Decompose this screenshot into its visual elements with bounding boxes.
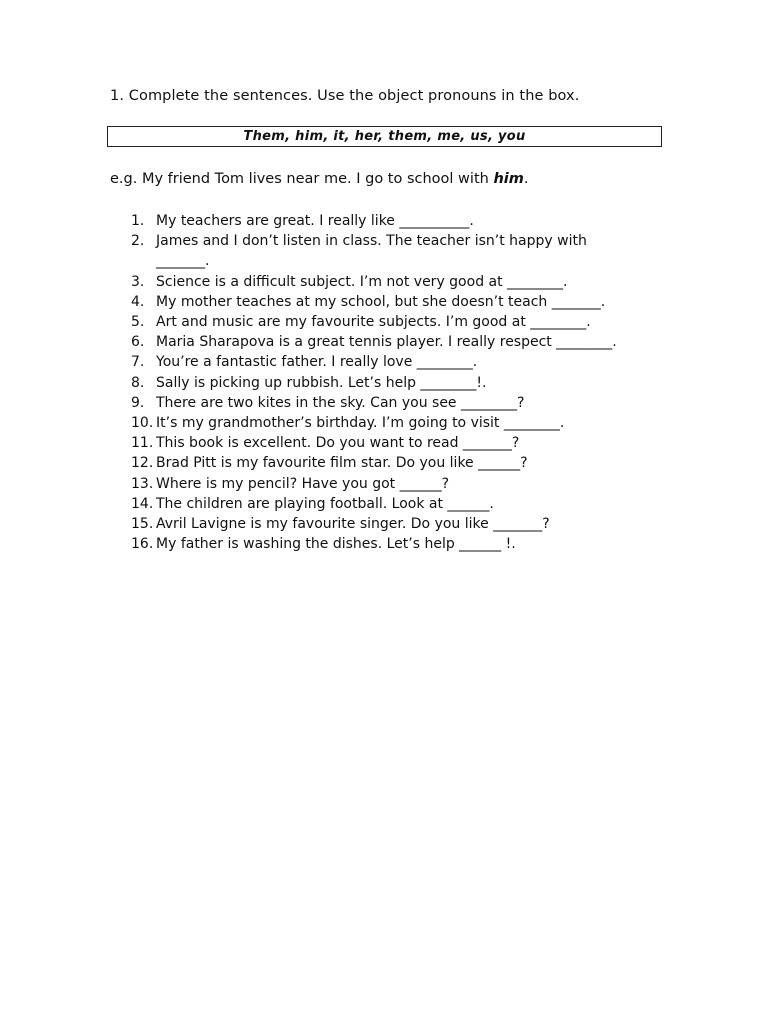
item-number: 8. [131, 374, 145, 391]
item-sentence: Sally is picking up rubbish. Let’s help ________!. [156, 374, 487, 391]
item-number: 12. [131, 455, 154, 472]
item-number: 4. [131, 293, 145, 310]
item-sentence: You’re a fantastic father. I really love ________. [156, 354, 478, 371]
item-sentence: James and I don’t listen in class. The teacher isn’t happy with _______. [156, 233, 587, 270]
item-number: 2. [131, 233, 145, 250]
exercise-item [131, 393, 691, 413]
item-sentence: It’s my grandmother’s birthday. I’m going to visit ________. [156, 415, 565, 432]
item-sentence: My teachers are great. I really like __________. [156, 213, 474, 229]
item-number: 9. [131, 394, 145, 411]
example-sentence [110, 171, 528, 187]
example-answer: him [493, 171, 524, 187]
exercise-item [131, 474, 691, 494]
item-number: 5. [131, 314, 145, 331]
exercise-item [131, 373, 691, 393]
item-sentence: Maria Sharapova is a great tennis player. I really respect ________. [156, 334, 617, 351]
item-number: 11. [131, 435, 154, 452]
item-number: 16. [131, 536, 154, 553]
example-prefix: e.g. My friend Tom lives near me. I go to school with [110, 171, 494, 187]
item-sentence: My mother teaches at my school, but she doesn’t teach _______. [156, 293, 606, 310]
exercise-item [131, 433, 691, 453]
exercise-item [131, 453, 691, 473]
item-number: 1. [131, 213, 145, 229]
exercise-item [131, 534, 691, 554]
exercise-item [131, 272, 691, 292]
item-number: 10. [131, 415, 154, 432]
exercise-item [131, 352, 691, 372]
item-number: 14. [131, 495, 154, 512]
item-sentence: Brad Pitt is my favourite film star. Do you like ______? [156, 455, 528, 472]
exercise-item [131, 231, 691, 271]
exercise-list [131, 211, 691, 554]
exercise-item [131, 332, 691, 352]
item-sentence: This book is excellent. Do you want to read _______? [156, 435, 520, 452]
item-number: 6. [131, 334, 145, 351]
item-sentence: The children are playing football. Look at ______. [156, 495, 494, 512]
example-suffix: . [523, 171, 529, 187]
item-number: 15. [131, 516, 154, 533]
exercise-item [131, 514, 691, 534]
instruction-text: 1. Complete the sentences. Use the object pronouns in the box. [110, 88, 580, 104]
item-sentence: My father is washing the dishes. Let’s help ______ !. [156, 536, 516, 553]
pronoun-word-box [107, 126, 662, 147]
item-sentence: Where is my pencil? Have you got ______? [156, 475, 450, 492]
exercise-item [131, 292, 691, 312]
item-sentence: There are two kites in the sky. Can you see ________? [156, 394, 525, 411]
exercise-item [131, 211, 691, 231]
item-sentence: Science is a difficult subject. I’m not very good at ________. [156, 273, 568, 290]
item-number: 13. [131, 475, 154, 492]
item-number: 3. [131, 273, 145, 290]
item-number: 7. [131, 354, 145, 371]
item-sentence: Art and music are my favourite subjects. I’m good at ________. [156, 314, 591, 331]
exercise-item [131, 413, 691, 433]
exercise-item [131, 312, 691, 332]
exercise-item [131, 494, 691, 514]
pronoun-word-list: Them, him, it, her, them, me, us, you [243, 129, 526, 144]
item-sentence: Avril Lavigne is my favourite singer. Do you like _______? [156, 516, 550, 533]
